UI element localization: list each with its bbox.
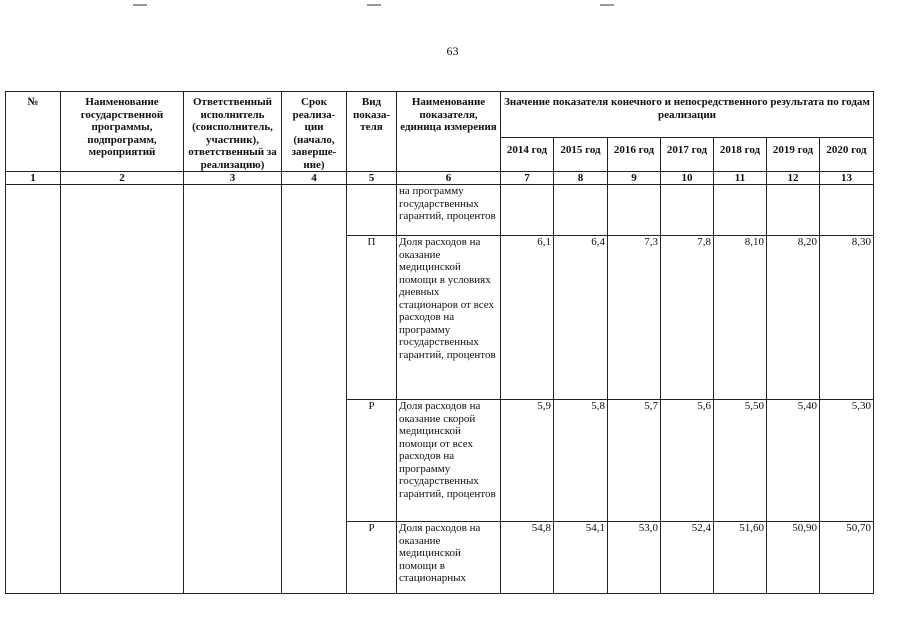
column-number: 11: [714, 172, 767, 185]
header-year: 2015 год: [554, 137, 608, 171]
value-cell: 53,0: [608, 522, 661, 594]
header-year: 2018 год: [714, 137, 767, 171]
value-cell: [714, 185, 767, 236]
column-number: 10: [661, 172, 714, 185]
value-cell: 5,50: [714, 400, 767, 522]
header-indicator-type: Вид показа-теля: [347, 92, 397, 172]
indicator-type: Р: [347, 522, 397, 594]
indicator-type: [347, 185, 397, 236]
indicator-table: [5, 91, 874, 594]
header-executor: Ответственный исполнитель (соисполнитель, участник), ответственный за реализацию): [184, 92, 282, 172]
value-cell: 52,4: [661, 522, 714, 594]
header-year: 2016 год: [608, 137, 661, 171]
value-cell: 50,70: [820, 522, 874, 594]
header-year: 2020 год: [820, 137, 874, 171]
value-cell: 5,8: [554, 400, 608, 522]
value-cell: [554, 185, 608, 236]
column-number: 12: [767, 172, 820, 185]
value-cell: 50,90: [767, 522, 820, 594]
column-number: 6: [397, 172, 501, 185]
indicator-name: Доля расходов на оказание медицинской помощи в стационарных: [397, 522, 501, 594]
indicator-type: П: [347, 236, 397, 400]
indicator-name: на программу государственных гарантий, процентов: [397, 185, 501, 236]
header-values-group: Значение показателя конечного и непосредственного результата по годам реализации: [501, 92, 874, 138]
header-program-name: Наименование государственной программы, подпрограмм, мероприятий: [61, 92, 184, 172]
indicator-name: Доля расходов на оказание медицинской помощи в условиях дневных стационаров от всех расходов на программу государственных гарантий, процентов: [397, 236, 501, 400]
value-cell: [820, 185, 874, 236]
header-number: №: [6, 92, 61, 172]
column-numbers-row: [6, 172, 874, 185]
column-number: 3: [184, 172, 282, 185]
value-cell: 8,30: [820, 236, 874, 400]
cell-number-empty: [6, 185, 61, 594]
column-number: 13: [820, 172, 874, 185]
value-cell: 7,8: [661, 236, 714, 400]
value-cell: 6,1: [501, 236, 554, 400]
cell-period-empty: [282, 185, 347, 594]
cell-program-empty: [61, 185, 184, 594]
value-cell: 8,20: [767, 236, 820, 400]
column-number: 5: [347, 172, 397, 185]
page-number: 63: [446, 44, 459, 58]
header-year: 2019 год: [767, 137, 820, 171]
value-cell: [767, 185, 820, 236]
cell-executor-empty: [184, 185, 282, 594]
value-cell: 51,60: [714, 522, 767, 594]
header-year: 2017 год: [661, 137, 714, 171]
value-cell: 7,3: [608, 236, 661, 400]
header-period: Срок реализа-ции (начало, заверше-ние): [282, 92, 347, 172]
value-cell: 54,1: [554, 522, 608, 594]
value-cell: [608, 185, 661, 236]
value-cell: 8,10: [714, 236, 767, 400]
value-cell: 5,7: [608, 400, 661, 522]
value-cell: 6,4: [554, 236, 608, 400]
value-cell: 5,9: [501, 400, 554, 522]
column-number: 7: [501, 172, 554, 185]
column-number: 8: [554, 172, 608, 185]
scan-artifacts: [0, 0, 905, 12]
column-number: 9: [608, 172, 661, 185]
value-cell: [501, 185, 554, 236]
value-cell: 5,30: [820, 400, 874, 522]
table-header-row: [6, 92, 874, 138]
column-number: 4: [282, 172, 347, 185]
value-cell: 54,8: [501, 522, 554, 594]
header-year: 2014 год: [501, 137, 554, 171]
indicator-name: Доля расходов на оказание скорой медицинской помощи от всех расходов на программу государственных гарантий, процентов: [397, 400, 501, 522]
value-cell: 5,40: [767, 400, 820, 522]
table-row: [6, 185, 874, 236]
indicator-type: Р: [347, 400, 397, 522]
column-number: 2: [61, 172, 184, 185]
column-number: 1: [6, 172, 61, 185]
header-indicator-name: Наименование показателя, единица измерения: [397, 92, 501, 172]
value-cell: [661, 185, 714, 236]
value-cell: 5,6: [661, 400, 714, 522]
